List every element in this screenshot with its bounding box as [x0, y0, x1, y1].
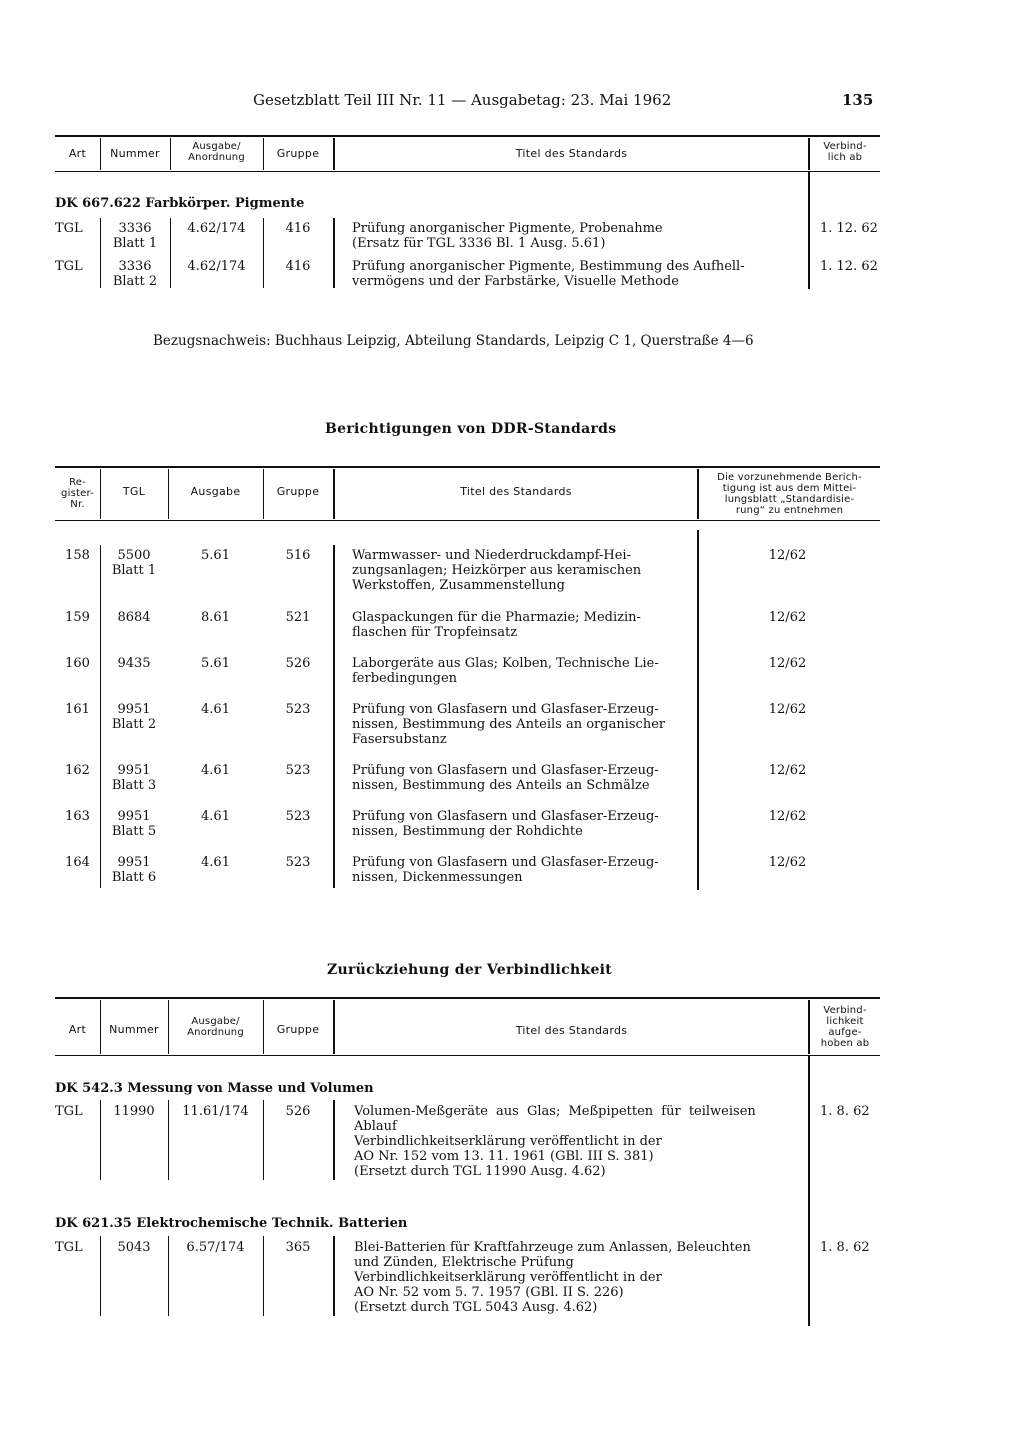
cell-t1: Prüfung von Glasfasern und Glasfaser-Erzeug- [352, 855, 659, 870]
cell-reg: 158 [65, 548, 90, 563]
cell-t3: Fasersubstanz [352, 732, 447, 747]
cell-t1: Prüfung von Glasfasern und Glasfaser-Erzeug- [352, 702, 659, 717]
section-title-berichtigungen: Berichtigungen von DDR-Standards [325, 421, 617, 437]
cell-ausgabe: 5.61 [201, 656, 230, 671]
cell-t2: flaschen für Tropfeinsatz [352, 625, 518, 640]
col-nummer: Nummer [109, 1023, 159, 1036]
cell-reg: 161 [65, 702, 90, 717]
cell-ber: 12/62 [768, 548, 807, 563]
col-gruppe: Gruppe [276, 147, 320, 160]
col-ausgabe: Ausgabe/ Anordnung [188, 141, 245, 163]
col-titel: Titel des Standards [460, 485, 572, 498]
cell-tgl: 8684 [117, 610, 151, 625]
col-art: Art [68, 1023, 87, 1036]
cell-tgl: 9951 [117, 809, 151, 824]
col-verbindlich: Verbind- lich ab [823, 141, 867, 163]
col-berichtigung: Die vorzunehmende Berich- tigung ist aus dem Mittei- lungsblatt „Standardisie- rung“ zu entnehmen [717, 472, 862, 516]
group-heading: DK 667.622 Farbkörper. Pigmente [55, 196, 305, 211]
col-nummer: Nummer [110, 147, 160, 160]
cell-ber: 12/62 [768, 702, 807, 717]
cell-gruppe: 521 [285, 610, 311, 625]
cell-t2: nissen, Bestimmung des Anteils an Schmälze [352, 778, 650, 793]
cell-ber: 12/62 [768, 809, 807, 824]
cell-tgl: 9951 [117, 763, 151, 778]
cell-reg: 164 [65, 855, 90, 870]
cell-reg: 162 [65, 763, 90, 778]
cell-gruppe: 523 [285, 702, 311, 717]
col-ausgabe: Ausgabe/ Anordnung [187, 1016, 244, 1038]
cell-t1: Warmwasser- und Niederdruckdampf-Hei- [352, 548, 631, 563]
cell-ausgabe: 4.61 [201, 855, 230, 870]
cell-blatt: Blatt 2 [111, 717, 157, 732]
cell-tgl: 9435 [117, 656, 151, 671]
cell-gruppe: 516 [285, 548, 311, 563]
cell-blatt: Blatt 3 [111, 778, 157, 793]
cell-blatt: Blatt 6 [111, 870, 157, 885]
cell-gruppe: 523 [285, 763, 311, 778]
col-tgl: TGL [122, 485, 146, 498]
cell-t2: ferbedingungen [352, 671, 458, 686]
cell-t1: Laborgeräte aus Glas; Kolben, Technische Lie- [352, 656, 659, 671]
col-gruppe: Gruppe [276, 1023, 320, 1036]
cell-reg: 160 [65, 656, 90, 671]
section-title-zurueckziehung: Zurückziehung der Verbindlichkeit [327, 962, 613, 978]
cell-gruppe: 526 [285, 656, 311, 671]
cell-tgl: 9951 [117, 855, 151, 870]
cell-tgl: 9951 [117, 702, 151, 717]
cell-ber: 12/62 [768, 855, 807, 870]
cell-t1: Prüfung von Glasfasern und Glasfaser-Erzeug- [352, 763, 659, 778]
cell-t1: Glaspackungen für die Pharmazie; Medizin- [352, 610, 641, 625]
cell-ausgabe: 8.61 [201, 610, 230, 625]
cell-blatt: Blatt 1 [111, 563, 157, 578]
col-ausgabe: Ausgabe [190, 485, 241, 498]
running-header: Gesetzblatt Teil III Nr. 11 — Ausgabetag: 23. Mai 1962 [253, 91, 672, 109]
col-titel: Titel des Standards [515, 147, 628, 160]
cell-ber: 12/62 [768, 763, 807, 778]
cell-reg: 159 [65, 610, 90, 625]
group-heading-1: DK 542.3 Messung von Masse und Volumen [55, 1081, 374, 1096]
cell-ausgabe: 4.61 [201, 809, 230, 824]
col-gruppe: Gruppe [276, 485, 320, 498]
cell-gruppe: 523 [285, 809, 311, 824]
cell-t2: nissen, Bestimmung des Anteils an organischer [352, 717, 666, 732]
cell-blatt: Blatt 5 [111, 824, 157, 839]
cell-gruppe: 523 [285, 855, 311, 870]
cell-t2: nissen, Dickenmessungen [352, 870, 523, 885]
cell-ausgabe: 5.61 [201, 548, 230, 563]
col-aufgehoben: Verbind- lichkeit aufge- hoben ab [820, 1005, 870, 1049]
group-heading-2: DK 621.35 Elektrochemische Technik. Batterien [55, 1216, 408, 1231]
col-art: Art [68, 147, 87, 160]
cell-ber: 12/62 [768, 656, 807, 671]
col-titel: Titel des Standards [515, 1024, 628, 1037]
col-register-nr: Re- gister- Nr. [61, 477, 94, 510]
bezugsnachweis: Bezugsnachweis: Buchhaus Leipzig, Abteilung Standards, Leipzig C 1, Querstraße 4—6 [153, 333, 754, 349]
cell-ber: 12/62 [768, 610, 807, 625]
cell-ausgabe: 4.61 [201, 702, 230, 717]
cell-t2: zungsanlagen; Heizkörper aus keramischen [352, 563, 642, 578]
cell-tgl: 5500 [117, 548, 151, 563]
cell-ausgabe: 4.61 [201, 763, 230, 778]
cell-t3: Werkstoffen, Zusammenstellung [352, 578, 565, 593]
cell-t1: Prüfung von Glasfasern und Glasfaser-Erzeug- [352, 809, 659, 824]
page-number: 135 [842, 91, 874, 109]
cell-t2: nissen, Bestimmung der Rohdichte [352, 824, 583, 839]
cell-reg: 163 [65, 809, 90, 824]
